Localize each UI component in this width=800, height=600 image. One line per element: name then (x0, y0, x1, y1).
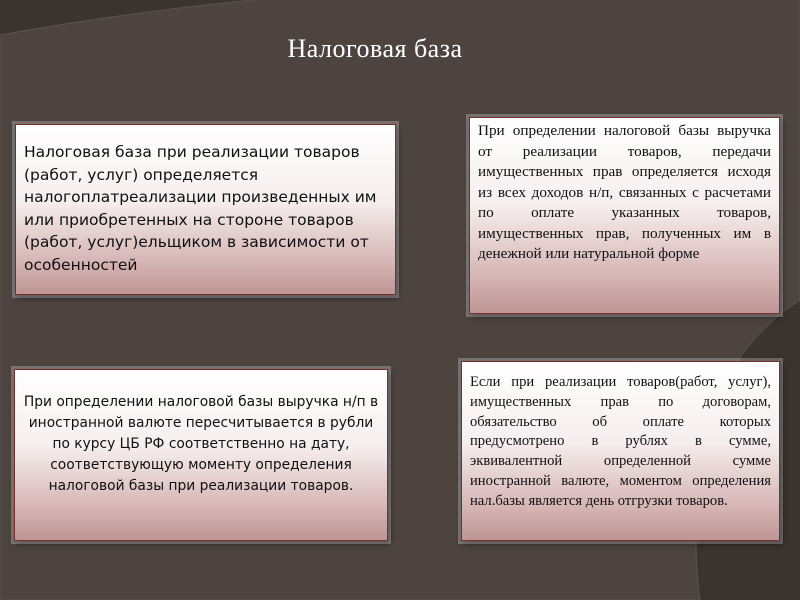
text-box-top-right (469, 117, 780, 314)
text-box-top-left-text: Налоговая база при реализации товаров (работ, услуг) определяется налогоплатреализации произведенных им или приобретенных на стороне товаров (работ, услуг)ельщиком в зависимости от особенностей (24, 143, 377, 274)
text-box-bottom-left (14, 369, 388, 541)
text-box-bottom-left-text: При определении налоговой базы выручка н/п в иностранной валюте пересчитывается в рубли по курсу ЦБ РФ соответственно на дату, соответствующую моменту определения налоговой базы при реализации товаров. (23, 394, 379, 494)
text-box-bottom-right-text: Если при реализации товаров(работ, услуг), имущественных прав по договорам, обязательство об оплате которых предусмотрено в рублях в сумме, эквивалентной определенной сумме иностранной валюте, моментом определения нал.базы является день отгрузки товаров. (470, 374, 771, 509)
text-box-bottom-right (461, 361, 780, 541)
text-box-top-right-text: При определении налоговой базы выручка от реализации товаров, передачи имущественных прав определяется исходя из всех доходов н/п, связанных с расчетами по оплате указанных товаров, имущественных прав, полученных им в денежной или натуральной форме (478, 122, 771, 262)
text-box-top-left (15, 124, 396, 295)
slide-title: Налоговая база (287, 34, 463, 63)
